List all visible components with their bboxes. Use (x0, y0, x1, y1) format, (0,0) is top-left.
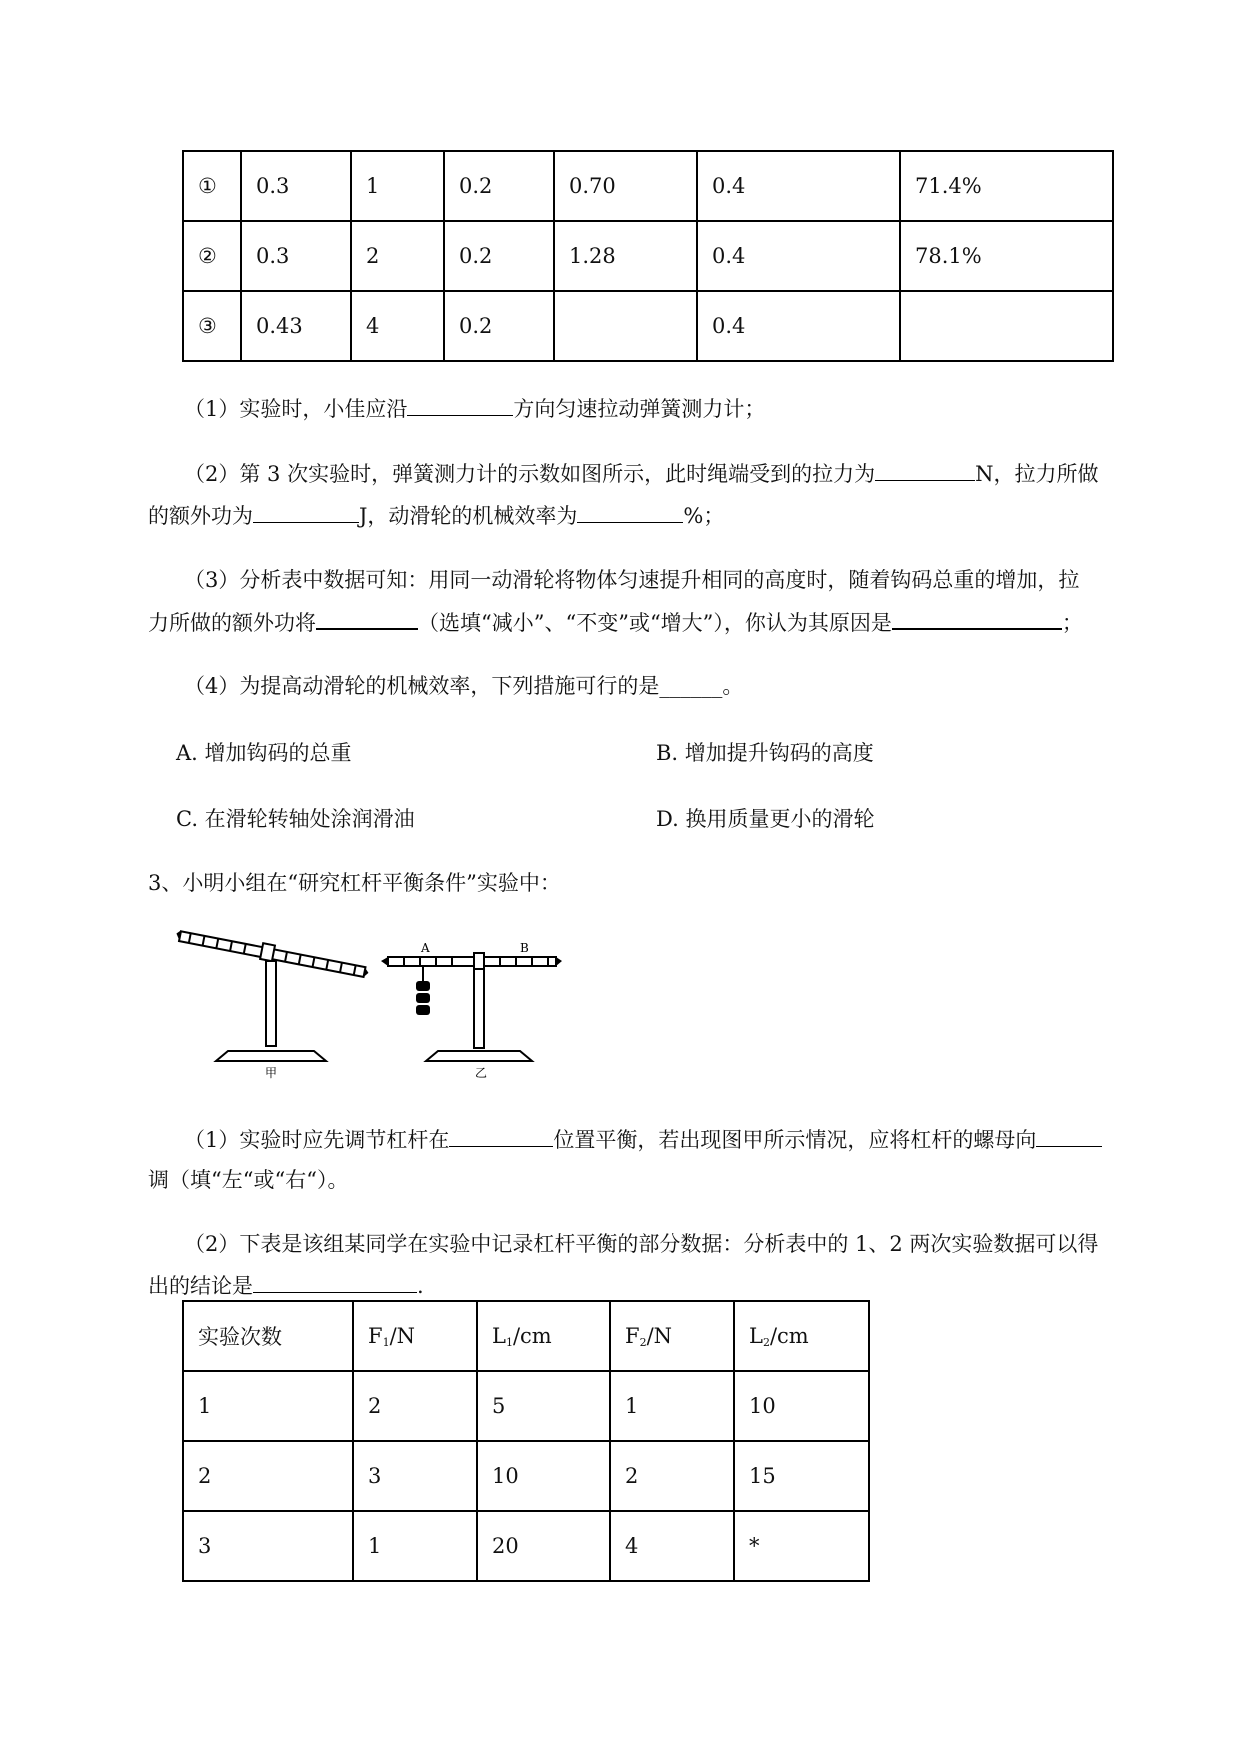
table-cell: 3 (183, 1511, 353, 1581)
table-cell: 0.3 (241, 221, 351, 291)
q3-part1-line1: （1）实验时应先调节杠杆在 位置平衡，若出现图甲所示情况，应将杠杆的螺母向 (184, 1124, 1102, 1155)
q2-part3-line2: 力所做的额外功将 （选填“减小”、“不变”或“增大”），你认为其原因是 ； (148, 606, 1083, 638)
point-b-label: B (520, 941, 529, 955)
answer-blank[interactable] (407, 393, 513, 416)
table-row (183, 1371, 869, 1441)
table-cell: 0.70 (554, 151, 697, 221)
table-cell: 0.3 (241, 151, 351, 221)
table-cell: 15 (734, 1441, 869, 1511)
pulley-data-table (182, 150, 1114, 362)
table-cell: 0.2 (444, 151, 554, 221)
table-cell: 1 (183, 1371, 353, 1441)
table-cell: 4 (610, 1511, 734, 1581)
header-cell: $L_1/cm$ (477, 1301, 610, 1371)
q2-part2-line1: （2）第 3 次实验时，弹簧测力计的示数如图所示，此时绳端受到的拉力为 N，拉力所做 (184, 458, 1098, 489)
q3-title: 3、小明小组在“研究杠杆平衡条件”实验中： (148, 871, 561, 895)
table-row (183, 221, 1113, 291)
table-cell: 2 (351, 221, 444, 291)
table-cell: 0.4 (697, 291, 900, 361)
table-cell: 20 (477, 1511, 610, 1581)
label-yi: 乙 (475, 1066, 488, 1080)
answer-blank[interactable] (577, 500, 683, 523)
lever-jia (176, 927, 370, 1080)
table-cell: 10 (477, 1441, 610, 1511)
answer-blank[interactable] (253, 1270, 417, 1293)
q3-part1-line2: 调（填“左“或“右“）。 (148, 1168, 349, 1192)
answer-blank[interactable] (253, 500, 359, 523)
lever-figure (176, 925, 596, 1085)
table-cell: 2 (353, 1371, 477, 1441)
table-cell: 10 (734, 1371, 869, 1441)
table-cell: 4 (351, 291, 444, 361)
answer-blank[interactable] (875, 458, 975, 481)
table-cell: 1.28 (554, 221, 697, 291)
q2-part2-line2: 的额外功为 J，动滑轮的机械效率为 %； (148, 500, 724, 531)
table-row (183, 1511, 869, 1581)
table-cell: 1 (610, 1371, 734, 1441)
table-row (183, 1441, 869, 1511)
table-cell: 3 (353, 1441, 477, 1511)
table-header-row (183, 1301, 869, 1371)
q3-part2-line1: （2）下表是该组某同学在实验中记录杠杆平衡的部分数据：分析表中的 1、2 两次实验数据可以得 (184, 1232, 1099, 1256)
table-cell: 71.4% (900, 151, 1113, 221)
table-cell (554, 291, 697, 361)
table-cell: 0.2 (444, 221, 554, 291)
option-d[interactable]: D. 换用质量更小的滑轮 (656, 807, 875, 831)
header-cell: $F_1/N$ (353, 1301, 477, 1371)
table-cell: * (734, 1511, 869, 1581)
table-cell: 0.2 (444, 291, 554, 361)
option-b[interactable]: B. 增加提升钩码的高度 (656, 741, 874, 765)
header-cell: $L_2/cm$ (734, 1301, 869, 1371)
option-c[interactable]: C. 在滑轮转轴处涂润滑油 (176, 807, 415, 831)
table-cell: ② (183, 221, 241, 291)
q2-part3-line1: （3）分析表中数据可知：用同一动滑轮将物体匀速提升相同的高度时，随着钩码总重的增加，拉 (184, 568, 1080, 592)
point-a-label: A (421, 941, 430, 955)
answer-blank[interactable] (1036, 1124, 1102, 1147)
table-cell: 78.1% (900, 221, 1113, 291)
answer-blank[interactable] (316, 606, 418, 630)
table-cell (900, 291, 1113, 361)
option-a[interactable]: A. 增加钩码的总重 (176, 741, 352, 765)
answer-blank[interactable] (449, 1124, 553, 1147)
lever-yi (381, 941, 562, 1080)
q2-part1: （1）实验时，小佳应沿 方向匀速拉动弹簧测力计； (184, 393, 765, 424)
table-cell: 2 (183, 1441, 353, 1511)
answer-blank[interactable] (892, 606, 1062, 630)
lever-data-table (182, 1300, 870, 1582)
label-jia: 甲 (265, 1066, 278, 1080)
table-cell: 0.4 (697, 221, 900, 291)
table-row (183, 291, 1113, 361)
table-cell: 0.43 (241, 291, 351, 361)
q2-part4: （4）为提高动滑轮的机械效率，下列措施可行的是______。 (184, 674, 744, 698)
table-cell: 1 (351, 151, 444, 221)
header-cell: $F_2/N$ (610, 1301, 734, 1371)
table-cell: 1 (353, 1511, 477, 1581)
table-cell: ③ (183, 291, 241, 361)
q3-part2-line2: 出的结论是 . (148, 1270, 424, 1301)
table-cell: 5 (477, 1371, 610, 1441)
table-cell: ① (183, 151, 241, 221)
table-cell: 2 (610, 1441, 734, 1511)
header-cell: 实验次数 (183, 1301, 353, 1371)
table-row (183, 151, 1113, 221)
table-cell: 0.4 (697, 151, 900, 221)
